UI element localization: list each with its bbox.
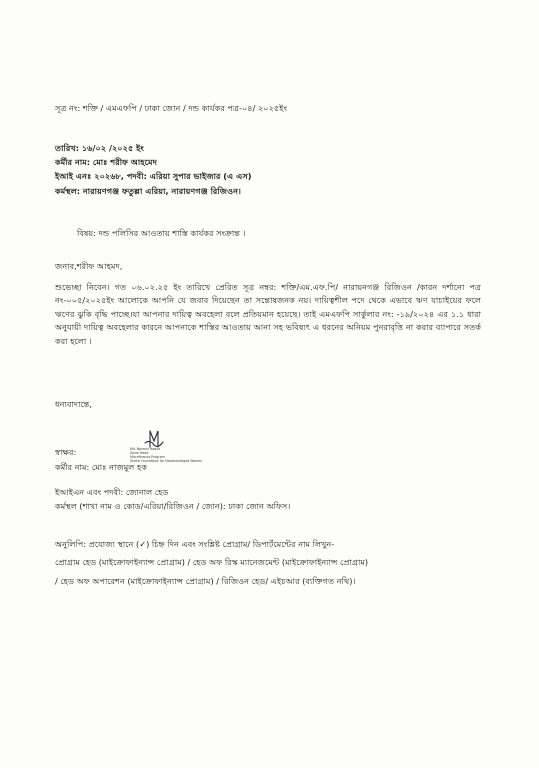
signature-label: স্বাক্ষর:: [55, 447, 77, 457]
memo-reference: সূত্র নং: শক্তি / এমএফপি / ঢাকা জোন / দন্ড কার্যকর পত্র-০৪/ ২০২৫ইং: [55, 103, 288, 113]
body-paragraph: শুভেচ্ছা নিবেন। গত ০৬.০২.২৫ ইং তারিখে প্রেরিত সূত্র নম্বর: শক্তি/এম.এফ.পি/ নারায়নগঞ্জ রিজিওন /কারন দর্শানো পত্র নং-০০৫/২০২৫ইং আলোকে আপনি যে জবাব দিয়েছেন তা সন্তোষজনক নয়। দায়িত্বশীল পদে থেকে এভাবে ঋণ যাচাইয়ের ফলে ঋণের ঝুকি বৃদ্ধি পাচ্ছে।যা আপনার দায়িত্ব অবহেলা বলে প্রতিয়মান হয়েছে। তাই এমএফপি সার্কুলার নং: -১৯/২০২৪ এর ১.১ ধারা অনুযায়ী দায়িত্ব অবহেলার কারনে আপনাকে শাস্তির আওতায় আনা সহ ভবিষ্যৎ এ ধরনের অনিয়ম পুনরাবৃত্তি না করার ব্যাপারে সতর্ক করা হলো ।: [55, 282, 481, 346]
stamp-name: Md. Nazmul Haque: [130, 447, 161, 451]
stamp-designation: Zonal Head: [130, 451, 149, 455]
signatory-workplace: কর্মস্থল (শাখা নাম ও কোড/এরিয়া/রিজিওন / জোন): ঢাকা জোন অফিস।: [55, 501, 291, 511]
salutation: জনাব,শরীফ আহমদ,: [55, 261, 123, 271]
signatory-name: কর্মীর নাম: মোঃ নাজমুল হক: [55, 462, 147, 472]
employee-name: কর্মীর নাম: মোঃ শরীফ আহমেদ: [55, 157, 157, 167]
stamp-org: Shakti Foundation for Disadvantaged Women: [130, 459, 203, 463]
copy-to-label: অনুলিপি: প্রযোজ্য স্থানে (✓) চিহ্ন দিন এবং সংশ্লিষ্ট প্রোগ্রাম/ ডিপার্টমেন্টের নাম লিখুন-: [55, 539, 335, 549]
employee-workplace: কর্মস্থল: নারায়ণগঞ্জ ফতুল্লা এরিয়া, নারায়ণগঞ্জ রিজিওন।: [55, 186, 241, 196]
letter-subject: বিষয়: দন্ড পলিসির আওতায় শাস্তি কার্যকর সংক্রান্ত ।: [77, 228, 246, 238]
closing-text: ধন্যবাদান্তে,: [55, 399, 92, 409]
copy-recipients-line-2: / হেড অফ অপারেশন (মাইক্রোফাইন্যান্স প্রোগ্রাম) / রিজিওন হেড/ এইচআর (ব্যক্তিগত নথি)।: [55, 576, 356, 586]
stamp-program: Microfinance Program: [130, 455, 165, 459]
signatory-id-designation: ইআইএন এবং পদবী: জোনাল হেড: [55, 487, 169, 497]
employee-id-designation: ইআই এনঃ ২০২৬৮, পদবী: এরিয়া সুপার ভাইজার (এ এস): [55, 171, 252, 181]
copy-recipients-line-1: প্রোগ্রাম হেড (মাইক্রোফাইন্যান্স প্রোগ্রাম) / হেড অফ রিস্ক ম্যানেজমেন্ট (মাইক্রোফাইন্যান্স প্রোগ্রাম): [55, 557, 369, 567]
letter-date: তারিখ: ১৬/০২ /২০২৫ ইং: [55, 143, 144, 153]
